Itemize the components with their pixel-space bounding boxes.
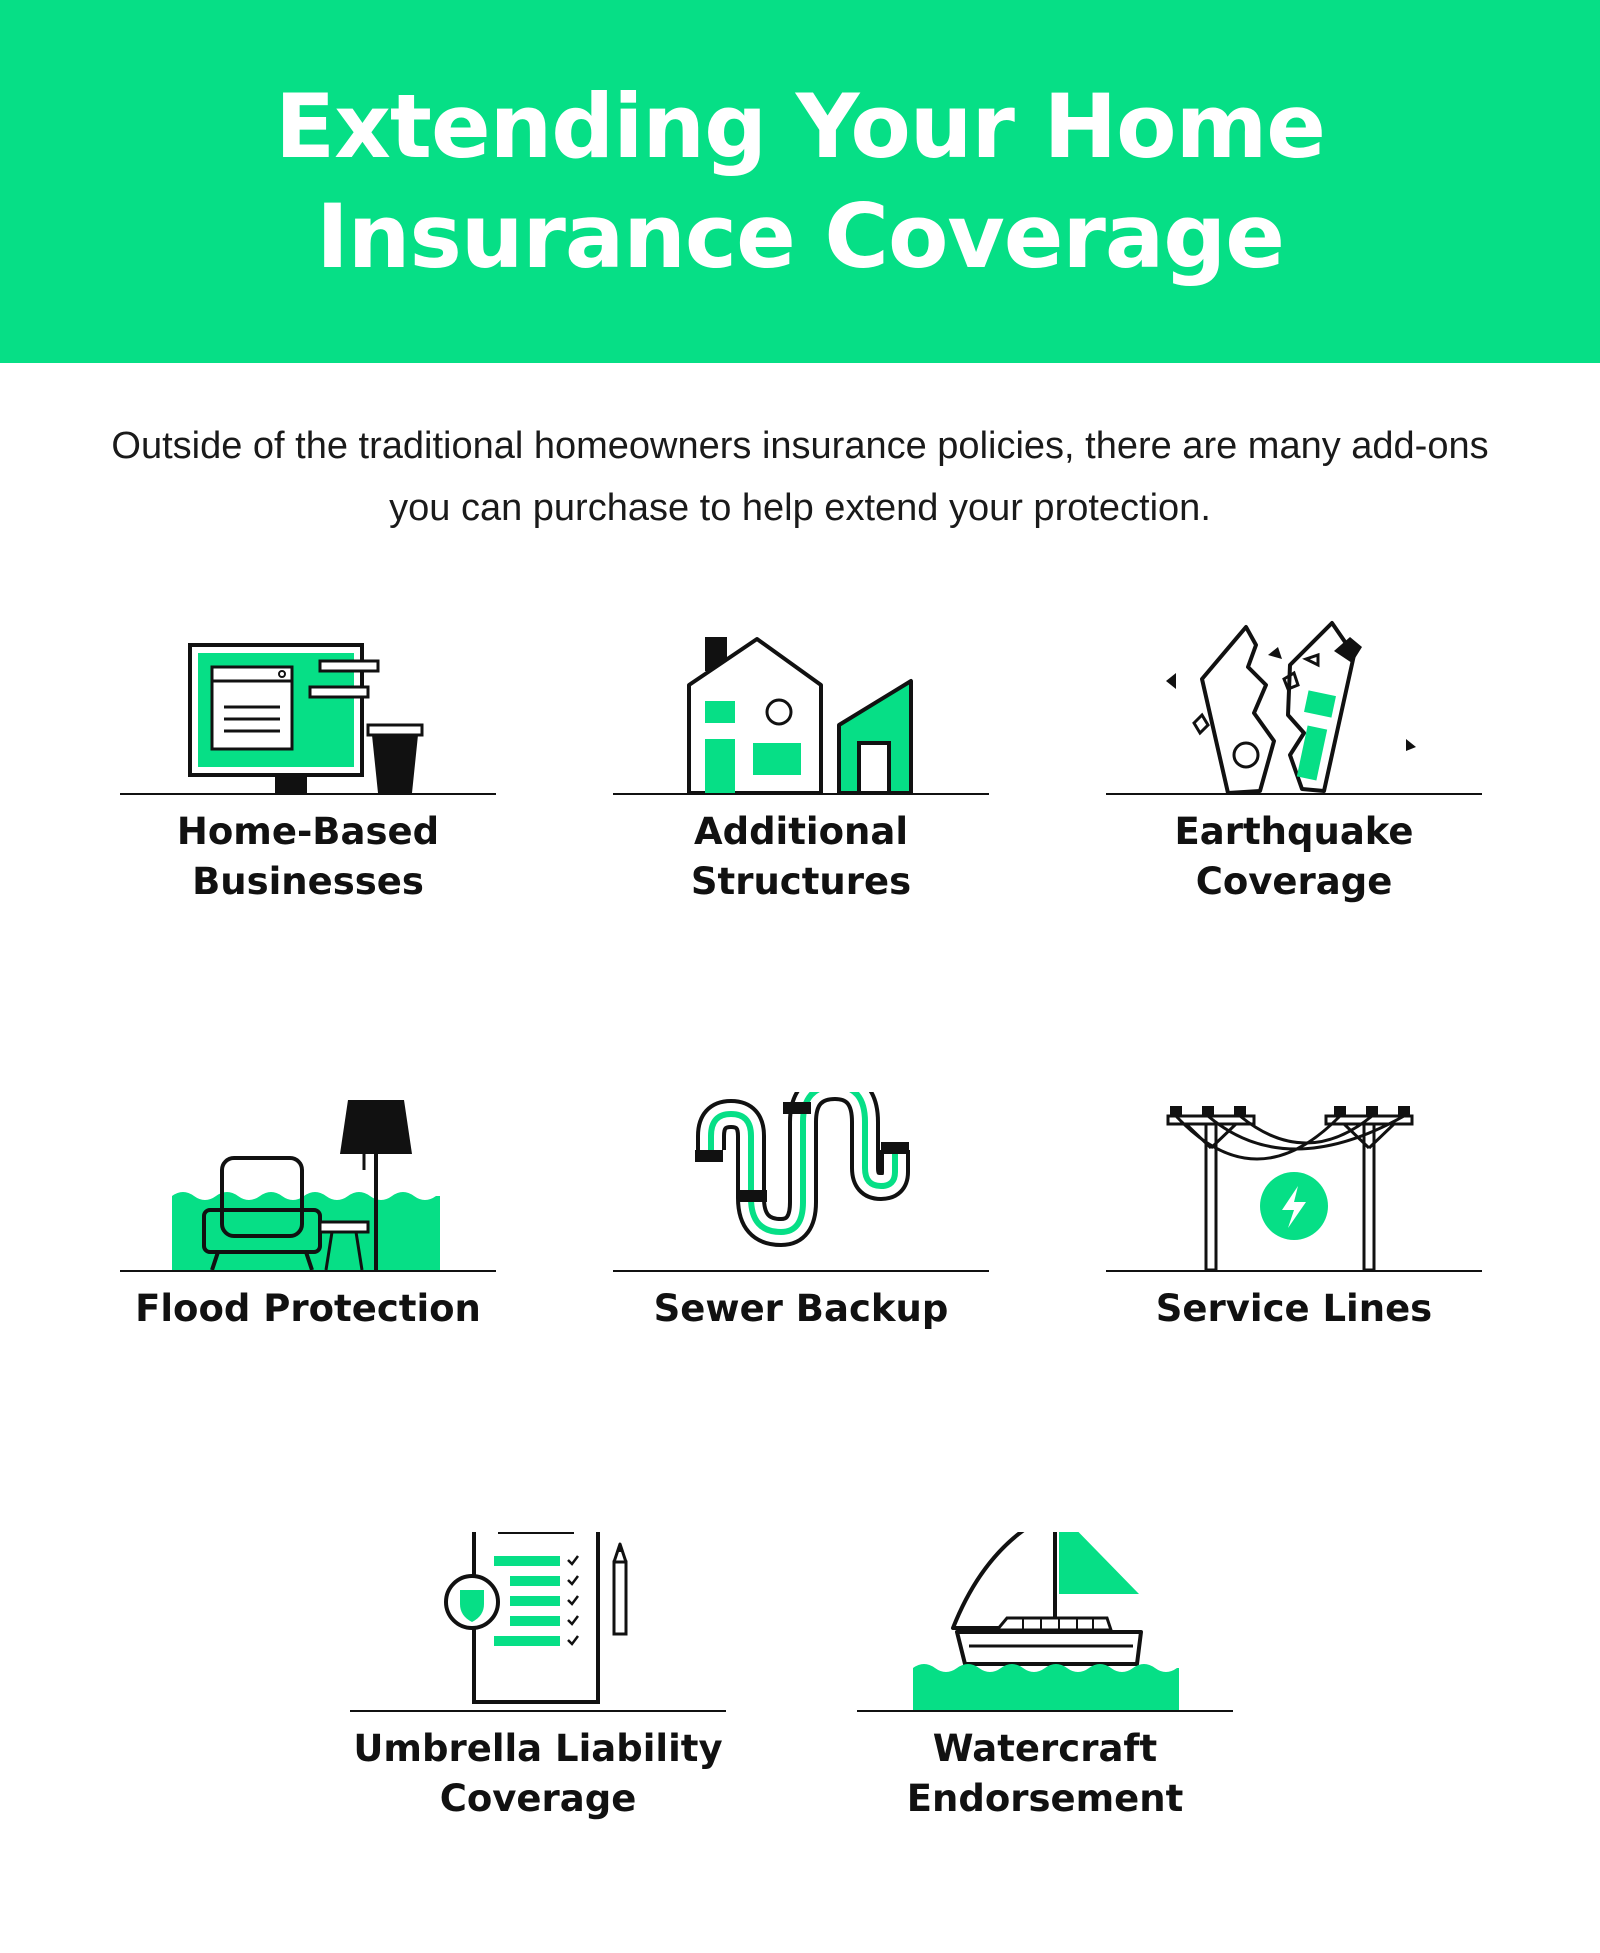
coverage-label: Earthquake Coverage [1174,810,1414,903]
flooded-room-icon [120,1092,496,1272]
coverage-label: Umbrella Liability Coverage [353,1727,723,1820]
sailboat-icon [857,1532,1233,1712]
computer-desk-icon [120,615,496,795]
clipboard-shield-icon [350,1532,726,1712]
coverage-label: Additional Structures [690,810,912,903]
coverage-label: Watercraft Endorsement [906,1727,1184,1820]
house-shed-icon [613,615,989,795]
header-banner [0,0,1600,363]
cracked-house-icon [1106,615,1482,795]
power-lines-icon [1106,1092,1482,1272]
intro-text: Outside of the traditional homeowners insurance policies, there are many add-ons you can purchase to help extend your protection. [111,425,1489,529]
coverage-label: Service Lines [1155,1287,1433,1330]
coverage-label: Sewer Backup [653,1287,949,1330]
coverage-label: Flood Protection [135,1287,481,1330]
page-title: Extending Your Home Insurance Coverage [275,74,1325,288]
coverage-label: Home-Based Businesses [176,810,440,903]
sewer-pipe-icon [613,1092,989,1272]
